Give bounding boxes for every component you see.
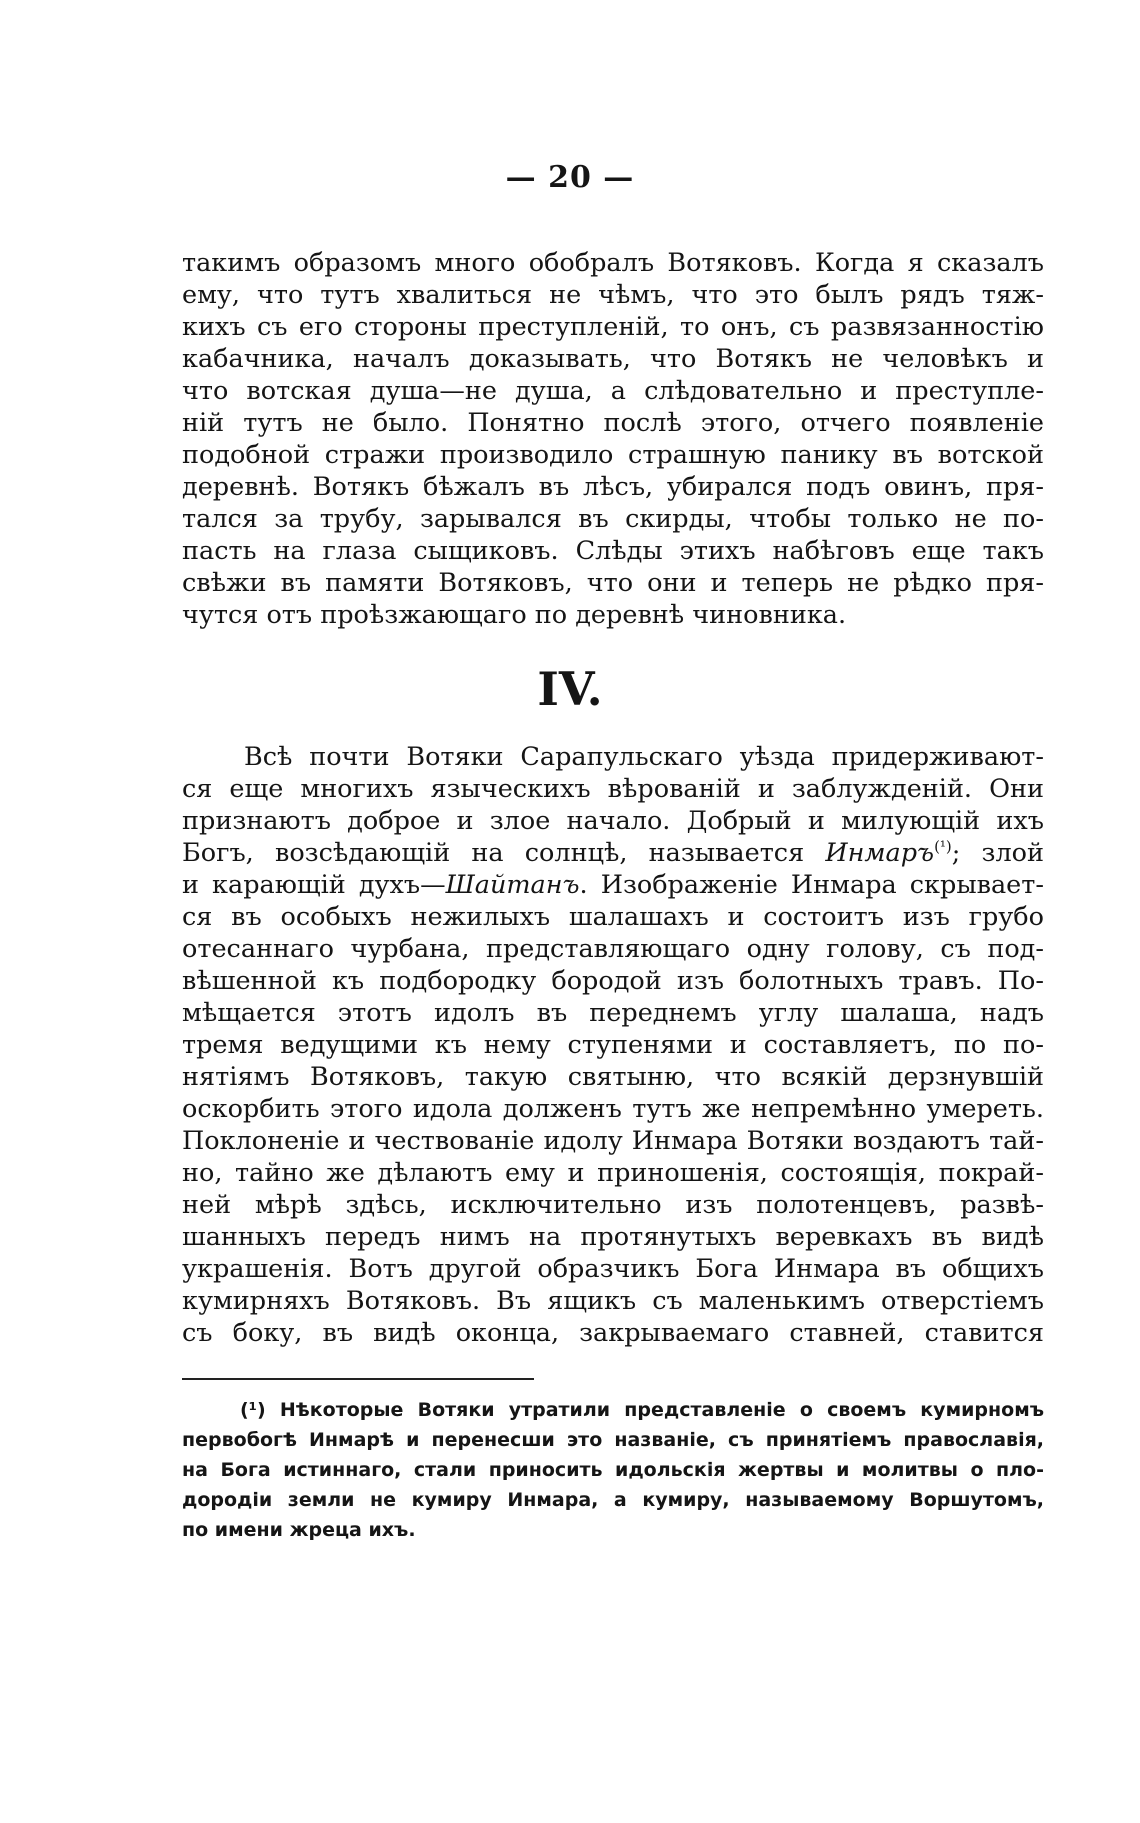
inmar-word: Инмаръ: [825, 838, 935, 868]
text-line: свѣжи въ памяти Вотяковъ, что они и теперь не рѣдко пря-: [182, 568, 1044, 598]
footnote: [182, 1395, 1044, 1545]
paragraph-section-iv: [182, 741, 1044, 1349]
text-line: тремя ведущими къ нему ступенями и составляетъ, по по-: [182, 1030, 1044, 1060]
text-line: кихъ съ его стороны преступленій, то онъ, съ развязанностію: [182, 312, 1044, 342]
text-line: но, тайно же дѣлаютъ ему и приношенія, состоящія, покрай-: [182, 1158, 1044, 1188]
line-text: и карающій духъ—: [182, 870, 446, 900]
text-line: отесаннаго чурбана, представляющаго одну голову, съ под-: [182, 934, 1044, 964]
paragraph-before-section: [182, 247, 1044, 631]
text-line: нятіямъ Вотяковъ, такую святыню, что всякій дерзнувшій: [182, 1062, 1044, 1092]
text-line: признаютъ доброе и злое начало. Добрый и милующій ихъ: [182, 806, 1044, 836]
text-line: ему, что тутъ хвалиться не чѣмъ, что это былъ рядъ тяж-: [182, 280, 1044, 310]
section-heading: IV.: [537, 662, 603, 716]
text-line: Всѣ почти Вотяки Сарапульскаго уѣзда придерживают-: [244, 742, 1044, 772]
text-line-with-inmar: [182, 837, 1044, 869]
text-line: ней мѣрѣ здѣсь, исключительно изъ полотенцевъ, развѣ-: [182, 1190, 1044, 1220]
text-line: кабачника, началъ доказывать, что Вотякъ не человѣкъ и: [182, 344, 1044, 374]
text-line-with-shaitan: [182, 869, 1044, 901]
footnote-line: дородіи земли не кумиру Инмара, а кумиру, называемому Воршутомъ,: [182, 1489, 1044, 1511]
text-line: съ боку, въ видѣ оконца, закрываемаго ставней, ставится: [182, 1318, 1044, 1348]
footnote-line: первобогѣ Инмарѣ и перенесши это названіе, съ принятіемъ православія,: [182, 1429, 1044, 1451]
text-line: тался за трубу, зарывался въ скирды, чтобы только не по-: [182, 504, 1044, 534]
line-text-end: ; злой: [951, 838, 1045, 868]
footnote-reference: (¹): [934, 837, 952, 856]
text-line: шанныхъ передъ нимъ на протянутыхъ веревкахъ въ видѣ: [182, 1222, 1044, 1252]
text-line: ся въ особыхъ нежилыхъ шалашахъ и состоитъ изъ грубо: [182, 902, 1044, 932]
text-line: кумирняхъ Вотяковъ. Въ ящикъ съ маленькимъ отверстіемъ: [182, 1286, 1044, 1316]
text-line: пасть на глаза сыщиковъ. Слѣды этихъ набѣговъ еще такъ: [182, 536, 1044, 566]
line-text: Богъ, возсѣдающій на солнцѣ, называется: [182, 838, 826, 868]
text-line: чутся отъ проѣзжающаго по деревнѣ чиновника.: [182, 600, 847, 630]
line-text-end: . Изображеніе Инмара скрывает-: [579, 870, 1044, 900]
footnote-line: по имени жреца ихъ.: [182, 1519, 416, 1541]
text-line: оскорбить этого идола долженъ тутъ же непремѣнно умереть.: [182, 1094, 1044, 1124]
text-line: украшенія. Вотъ другой образчикъ Бога Инмара въ общихъ: [182, 1254, 1044, 1284]
text-line: что вотская душа—не душа, а слѣдовательно и преступле-: [182, 376, 1044, 406]
footnote-line: на Бога истиннаго, стали приносить идольскія жертвы и молитвы о пло-: [182, 1459, 1044, 1481]
text-line: вѣшенной къ подбородку бородой изъ болотныхъ травъ. По-: [182, 966, 1044, 996]
text-line: мѣщается этотъ идолъ въ переднемъ углу шалаша, надъ: [182, 998, 1044, 1028]
text-line: Поклоненіе и чествованіе идолу Инмара Вотяки воздаютъ тай-: [182, 1126, 1044, 1156]
text-line: ній тутъ не было. Понятно послѣ этого, отчего появленіе: [182, 408, 1044, 438]
shaitan-word: Шайтанъ: [445, 870, 580, 900]
text-line: подобной стражи производило страшную панику въ вотской: [182, 440, 1044, 470]
footnote-line: (¹) Нѣкоторые Вотяки утратили представленіе о своемъ кумирномъ: [240, 1399, 1044, 1421]
text-line: такимъ образомъ много обобралъ Вотяковъ. Когда я сказалъ: [182, 248, 1044, 278]
page-number: — 20 —: [505, 160, 635, 195]
text-line: деревнѣ. Вотякъ бѣжалъ въ лѣсъ, убирался подъ овинъ, пря-: [182, 472, 1044, 502]
footnote-divider: [182, 1378, 534, 1380]
text-line: ся еще многихъ языческихъ вѣрованій и заблужденій. Они: [182, 774, 1044, 804]
